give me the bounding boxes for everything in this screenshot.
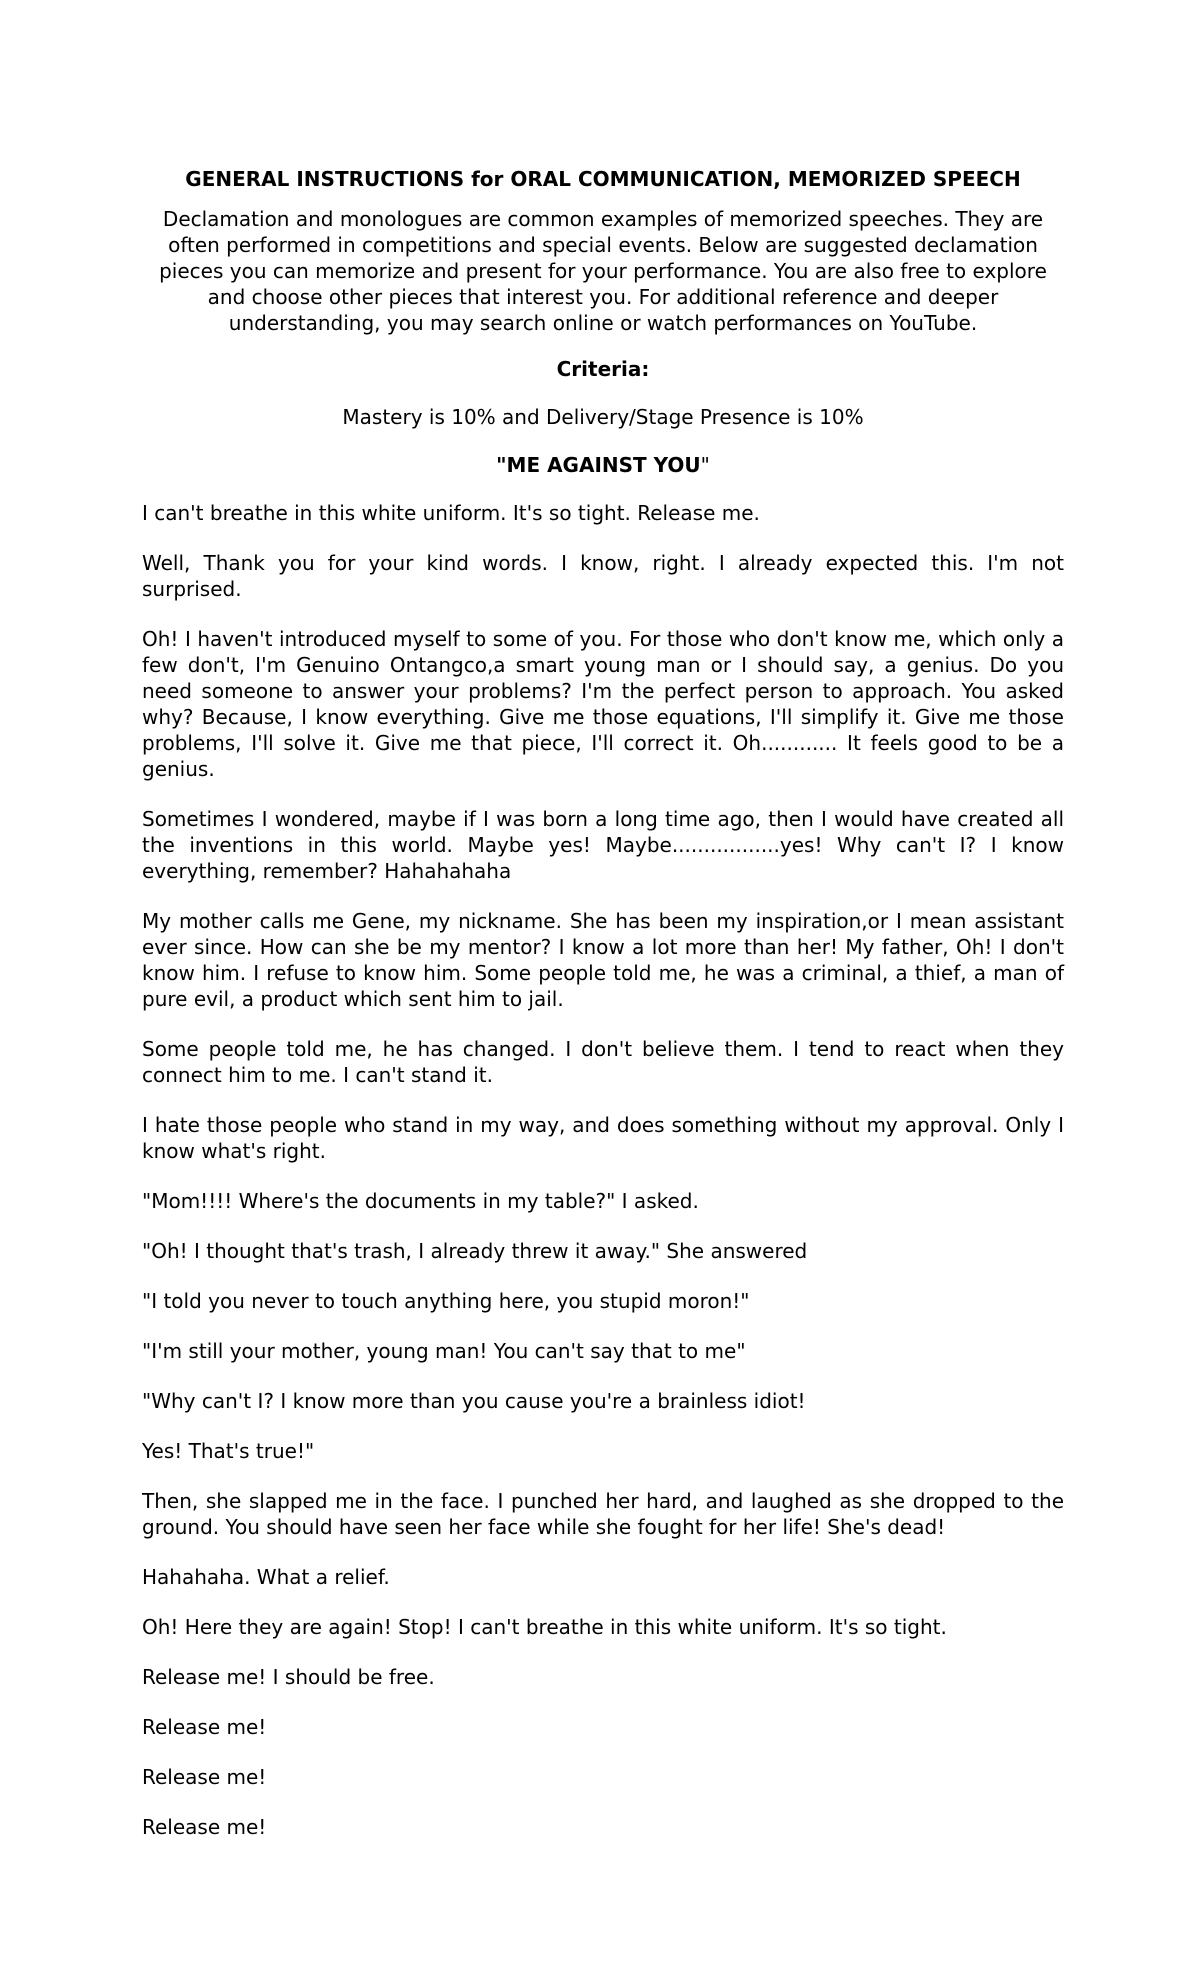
document-title: GENERAL INSTRUCTIONS for ORAL COMMUNICATION, MEMORIZED SPEECH bbox=[185, 167, 1021, 191]
criteria-text: Mastery is 10% and Delivery/Stage Presence is 10% bbox=[342, 405, 864, 429]
speech-paragraph: Release me! I should be free. bbox=[142, 1665, 435, 1689]
intro-paragraph: Declamation and monologues are common examples of memorized speeches. They are often performed in competitions and special events. Below are suggested declamation pieces you can memorize and present for your performance. You are also free to explore and choose other pieces that interest you. For additional reference and deeper understanding, you may search online or watch performances on YouTube. bbox=[159, 207, 1047, 335]
speech-paragraph: Then, she slapped me in the face. I punched her hard, and laughed as she dropped to the ground. You should have seen her face while she fought for her life! She's dead! bbox=[142, 1489, 1064, 1539]
speech-paragraph: Oh! Here they are again! Stop! I can't breathe in this white uniform. It's so tight. bbox=[142, 1615, 947, 1639]
criteria-heading: Criteria: bbox=[556, 357, 650, 381]
speech-paragraph: "Mom!!!! Where's the documents in my table?" I asked. bbox=[142, 1189, 699, 1213]
speech-title-closing-quote: " bbox=[700, 453, 710, 477]
speech-paragraph: I can't breathe in this white uniform. It's so tight. Release me. bbox=[142, 501, 760, 525]
speech-paragraph: I hate those people who stand in my way, and does something without my approval. Only I know what's right. bbox=[142, 1113, 1064, 1163]
speech-paragraph: Hahahaha. What a relief. bbox=[142, 1565, 390, 1589]
speech-paragraph: "Oh! I thought that's trash, I already threw it away." She answered bbox=[142, 1239, 808, 1263]
speech-paragraph: Release me! bbox=[142, 1715, 267, 1739]
speech-paragraph: Some people told me, he has changed. I don't believe them. I tend to react when they connect him to me. I can't stand it. bbox=[142, 1037, 1064, 1087]
speech-paragraph: "I told you never to touch anything here, you stupid moron!" bbox=[142, 1289, 750, 1313]
speech-paragraph: Release me! bbox=[142, 1815, 267, 1839]
speech-paragraph: Release me! bbox=[142, 1765, 267, 1789]
speech-paragraph: "I'm still your mother, young man! You can't say that to me" bbox=[142, 1339, 746, 1363]
speech-paragraph: Oh! I haven't introduced myself to some of you. For those who don't know me, which only a few don't, I'm Genuino Ontangco,a smart young man or I should say, a genius. Do you need someone to answer your problems? I'm the perfect person to approach. You asked why? Because, I know everything. Give me those equations, I'll simplify it. Give me those problems, I'll solve it. Give me that piece, I'll correct it. Oh............ It feels good to be a genius. bbox=[142, 627, 1064, 781]
speech-paragraph: My mother calls me Gene, my nickname. She has been my inspiration,or I mean assistant ever since. How can she be my mentor? I know a lot more than her! My father, Oh! I don't know him. I refuse to know him. Some people told me, he was a criminal, a thief, a man of pure evil, a product which sent him to jail. bbox=[142, 909, 1064, 1011]
speech-title bbox=[142, 452, 1064, 478]
speech-title-bold: "ME AGAINST YOU bbox=[496, 453, 701, 477]
speech-paragraph: Well, Thank you for your kind words. I know, right. I already expected this. I'm not surprised. bbox=[142, 551, 1064, 601]
speech-paragraph: Sometimes I wondered, maybe if I was born a long time ago, then I would have created all the inventions in this world. Maybe yes! Maybe.................yes! Why can't I? I know everything, remember? Hahahahaha bbox=[142, 807, 1064, 883]
speech-paragraph: Yes! That's true!" bbox=[142, 1439, 315, 1463]
speech-paragraph: "Why can't I? I know more than you cause you're a brainless idiot! bbox=[142, 1389, 806, 1413]
